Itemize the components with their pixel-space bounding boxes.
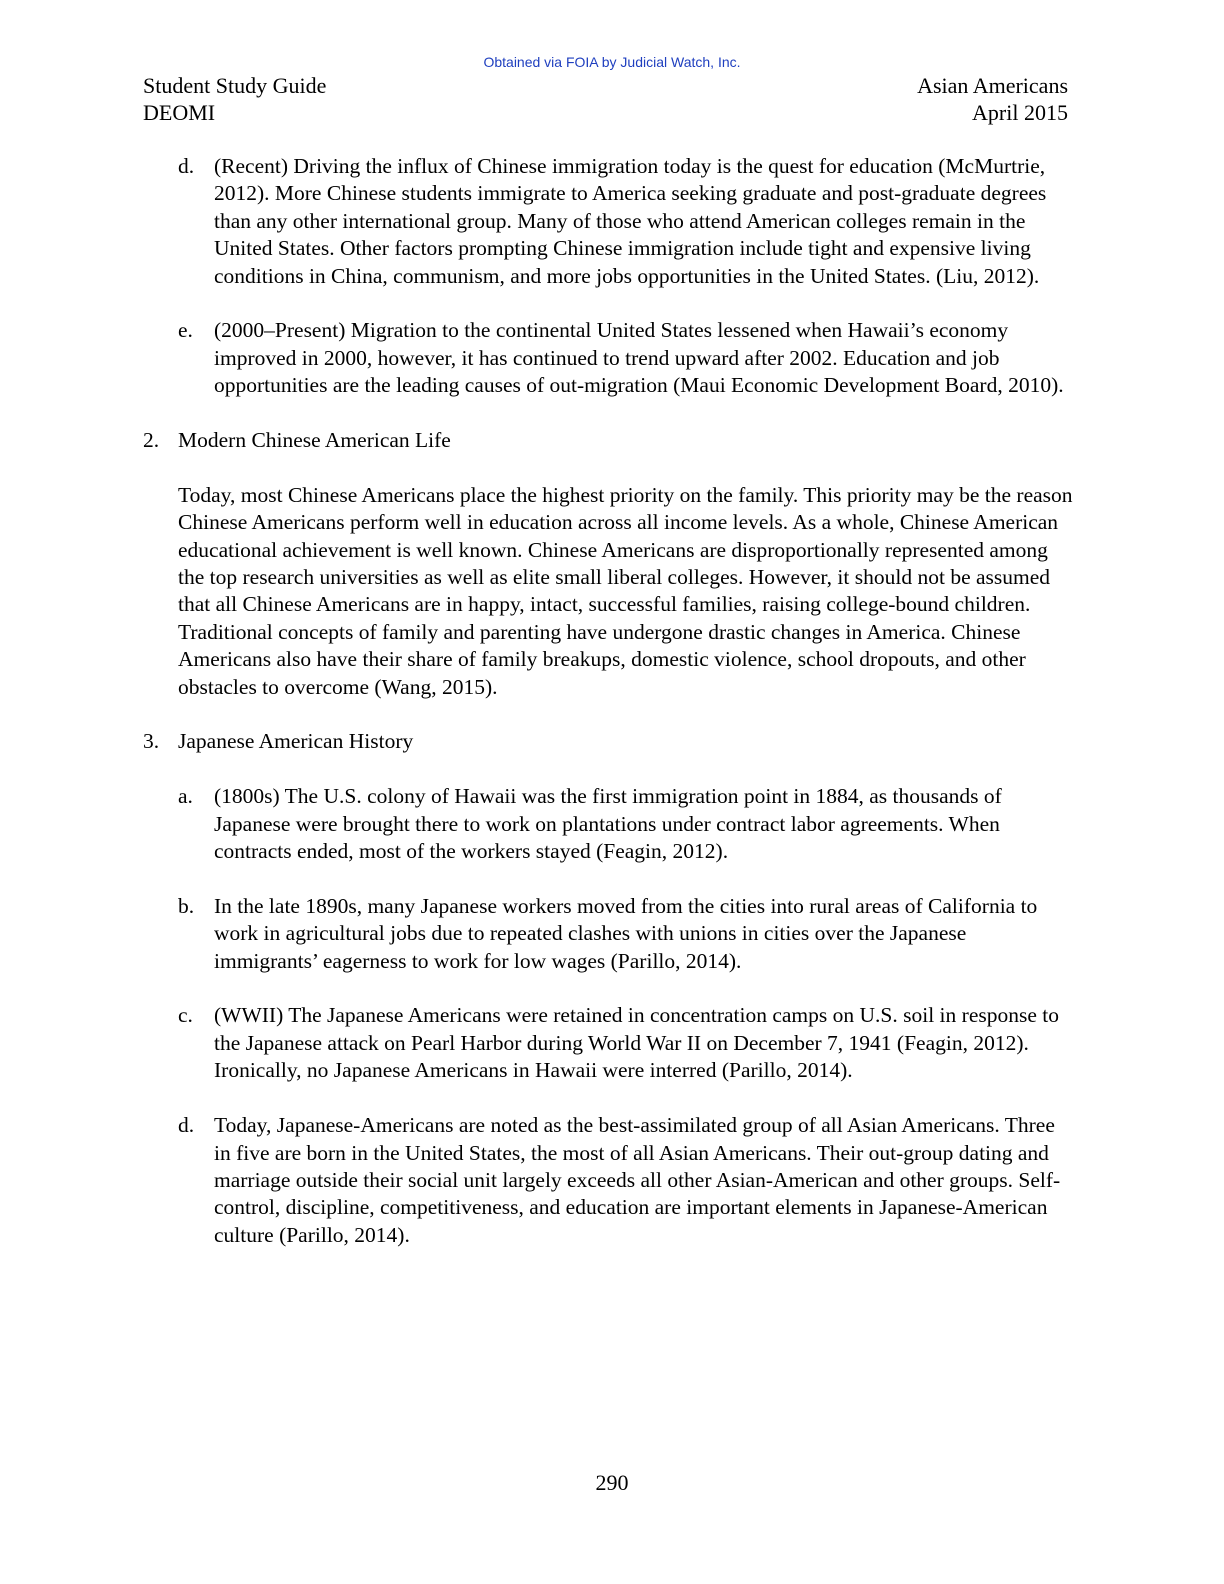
list-item-text: (Recent) Driving the influx of Chinese immigration today is the quest for education (McMurtrie, 2012). More Chinese students immigrate to America seeking graduate and post-graduate degrees than any other international group. Many of those who attend American colleges remain in the United States. Other factors prompting Chinese immigration include tight and expensive living conditions in China, communism, and more jobs opportunities in the United States. (Liu, 2012). — [214, 154, 1047, 288]
list-item-text: Today, Japanese-Americans are noted as the best-assimilated group of all Asian Americans. Three in five are born in the United States, the most of all Asian Americans. Their out-group dating and marriage outside their social unit largely exceeds all other Asian-American and other groups. Self-control, discipline, competitiveness, and education are important elements in Japanese-American culture (Parillo, 2014). — [214, 1113, 1061, 1247]
section-title: Modern Chinese American Life — [178, 428, 451, 453]
list-item-text: (2000–Present) Migration to the continental United States lessened when Hawaii’s economy improved in 2000, however, it has continued to trend upward after 2002. Education and job opportunities are the leading causes of out-migration (Maui Economic Development Board, 2010). — [214, 318, 1064, 398]
document-body — [143, 153, 1073, 1277]
list-item — [143, 893, 1073, 975]
header-date: April 2015 — [972, 100, 1068, 125]
list-marker: b. — [178, 893, 195, 918]
list-marker: d. — [178, 1113, 195, 1138]
list-marker: a. — [178, 784, 193, 809]
list-marker: e. — [178, 318, 193, 343]
header-topic: Asian Americans — [917, 73, 1068, 98]
list-item-text: (WWII) The Japanese Americans were retained in concentration camps on U.S. soil in response to the Japanese attack on Pearl Harbor during World War II on December 7, 1941 (Feagin, 2012). Ironically, no Japanese Americans in Hawaii were interred (Parillo, 2014). — [214, 1003, 1059, 1083]
header-left — [143, 72, 326, 126]
section-number: 3. — [143, 729, 160, 754]
header-right — [917, 72, 1068, 126]
foia-watermark: Obtained via FOIA by Judicial Watch, Inc. — [483, 54, 741, 70]
header-guide-title: Student Study Guide — [143, 73, 327, 98]
header-org: DEOMI — [143, 100, 216, 125]
list-marker: d. — [178, 154, 195, 178]
list-item — [143, 153, 1073, 290]
list-item — [143, 1112, 1073, 1249]
list-item — [143, 783, 1073, 865]
section-paragraph: Today, most Chinese Americans place the highest priority on the family. This priority may be the reason Chinese Americans perform well in education across all income levels. As a whole, Chinese American educational achievement is well known. Chinese Americans are disproportionally represented among the top research universities as well as elite small liberal colleges. However, it should not be assumed that all Chinese Americans are in happy, intact, successful families, raising college-bound children. Traditional concepts of family and parenting have undergone drastic changes in America. Chinese Americans also have their share of family breakups, domestic violence, school dropouts, and other obstacles to overcome (Wang, 2015). — [178, 482, 1073, 699]
list-item-text: (1800s) The U.S. colony of Hawaii was the first immigration point in 1884, as thousands of Japanese were brought there to work on plantations under contract labor agreements. When contracts ended, most of the workers stayed (Feagin, 2012). — [214, 784, 1002, 864]
section-heading — [143, 728, 1073, 755]
page-number: 290 — [595, 1470, 629, 1495]
section-number: 2. — [143, 428, 160, 453]
list-marker: c. — [178, 1003, 193, 1028]
section-heading — [143, 427, 1073, 454]
section-title: Japanese American History — [178, 729, 414, 754]
list-item — [143, 1002, 1073, 1084]
list-item-text: In the late 1890s, many Japanese workers moved from the cities into rural areas of California to work in agricultural jobs due to repeated clashes with unions in cities over the Japanese immigrants’ eagerness to work for low wages (Parillo, 2014). — [214, 893, 1038, 973]
list-item — [143, 317, 1073, 399]
